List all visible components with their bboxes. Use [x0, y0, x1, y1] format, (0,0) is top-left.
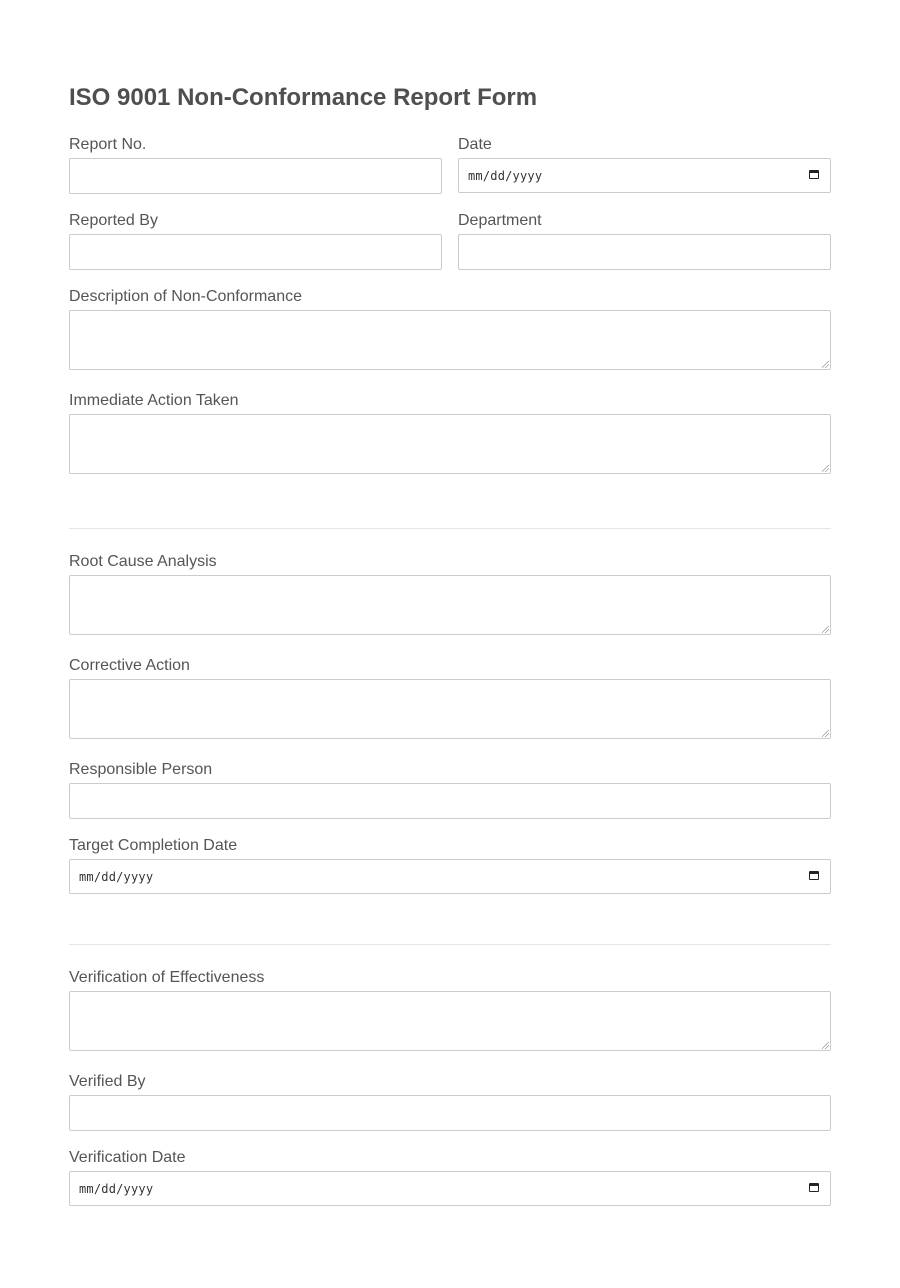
report-no-field	[69, 136, 442, 154]
verification-date-field	[69, 1149, 831, 1196]
calendar-icon[interactable]	[809, 1183, 819, 1192]
date-placeholder: mm/dd/yyyy	[79, 1182, 154, 1196]
department-label: Department	[458, 212, 542, 229]
responsible-person-input[interactable]	[69, 783, 831, 819]
resize-grip-icon[interactable]	[822, 1042, 829, 1049]
verification-date-label: Verification Date	[69, 1149, 186, 1166]
date-placeholder: mm/dd/yyyy	[79, 870, 154, 884]
verification-textarea[interactable]	[69, 991, 831, 1051]
root-cause-label: Root Cause Analysis	[69, 553, 217, 570]
resize-grip-icon[interactable]	[822, 730, 829, 737]
reported-by-input[interactable]	[69, 234, 442, 270]
resize-grip-icon[interactable]	[822, 361, 829, 368]
corrective-action-label: Corrective Action	[69, 657, 190, 674]
verification-date-input[interactable]	[69, 1171, 831, 1206]
immediate-action-field	[69, 392, 831, 410]
immediate-action-label: Immediate Action Taken	[69, 392, 239, 409]
responsible-person-label: Responsible Person	[69, 761, 213, 778]
calendar-icon[interactable]	[809, 871, 819, 880]
resize-grip-icon[interactable]	[822, 465, 829, 472]
date-placeholder: mm/dd/yyyy	[468, 169, 543, 183]
root-cause-textarea[interactable]	[69, 575, 831, 635]
verification-field	[69, 969, 831, 987]
corrective-action-textarea[interactable]	[69, 679, 831, 739]
description-field	[69, 288, 831, 306]
date-input[interactable]	[458, 158, 831, 193]
description-label: Description of Non-Conformance	[69, 288, 302, 305]
section-divider	[69, 944, 831, 945]
calendar-icon[interactable]	[809, 170, 819, 179]
target-completion-date-input[interactable]	[69, 859, 831, 894]
description-textarea[interactable]	[69, 310, 831, 370]
page-title: ISO 9001 Non-Conformance Report Form	[69, 84, 538, 111]
verification-label: Verification of Effectiveness	[69, 969, 265, 986]
responsible-person-field	[69, 761, 831, 779]
date-field	[458, 136, 831, 183]
reported-by-label: Reported By	[69, 212, 158, 229]
corrective-action-field	[69, 657, 831, 675]
report-no-input[interactable]	[69, 158, 442, 194]
report-no-label: Report No.	[69, 136, 147, 153]
immediate-action-textarea[interactable]	[69, 414, 831, 474]
root-cause-field	[69, 553, 831, 571]
target-completion-date-label: Target Completion Date	[69, 837, 238, 854]
date-label: Date	[458, 136, 492, 153]
verified-by-label: Verified By	[69, 1073, 146, 1090]
reported-by-field	[69, 212, 442, 230]
section-divider	[69, 528, 831, 529]
department-input[interactable]	[458, 234, 831, 270]
verified-by-field	[69, 1073, 831, 1091]
resize-grip-icon[interactable]	[822, 626, 829, 633]
target-completion-date-field	[69, 837, 831, 884]
department-field	[458, 212, 831, 230]
verified-by-input[interactable]	[69, 1095, 831, 1131]
